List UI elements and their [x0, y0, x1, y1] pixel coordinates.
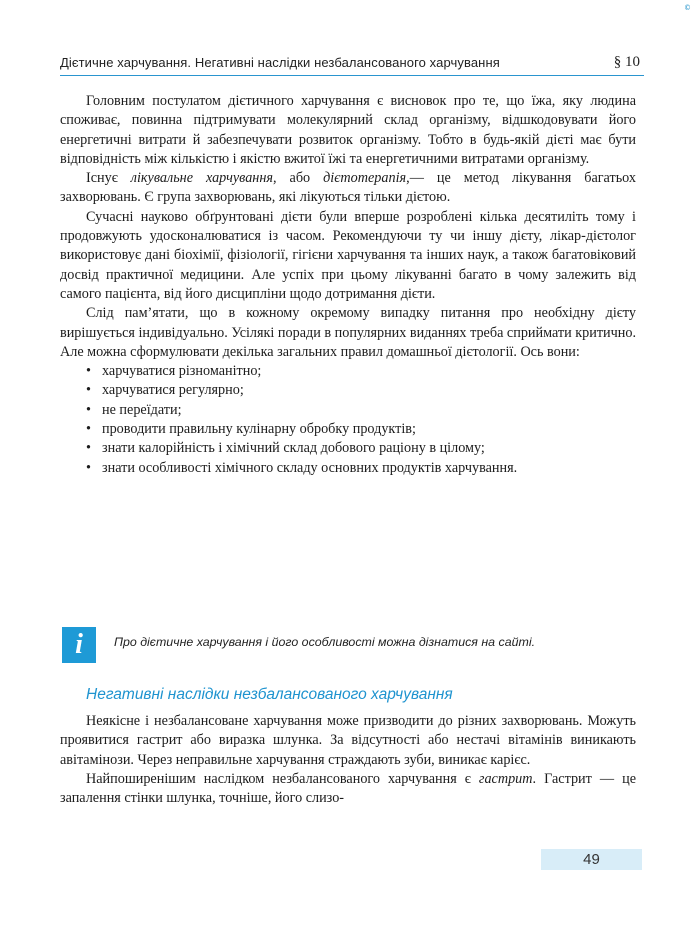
bullet-icon: •	[86, 421, 91, 438]
term-therapeutic-nutrition: лікувальне харчування	[130, 170, 273, 187]
term-diet-therapy: дієтотерапія	[323, 170, 407, 187]
section-2-body-text	[60, 712, 636, 808]
header-section-number: § 10	[613, 54, 640, 70]
paragraph-1: Головним постулатом дієтичного харчування є висновок про те, що їжа, яку людина споживає, повинна підтримувати молекулярний склад організму, відшкодовувати його енергетичні витрати й забезпечувати розвиток організму. Тобто в будь-якій дієті має бути відповідність між кількістю і якістю вжитої їжі та енергетичними витратами організму.	[60, 93, 636, 167]
paragraph-3: Сучасні науково обґрунтовані дієти були вперше розроблені кілька десятиліть тому і продовжують удосконалюватися із часом. Рекомендуючи ту чи іншу дієту, лікар-дієтолог використовує дані біохімії, фізіології, гігієни харчування та інших наук, а також багатовіковий досвід практичної медицини. Але успіх при цьому лікуванні багато в чому залежить від самого пацієнта, від його дисципліни щодо дотримання дієти.	[60, 208, 636, 302]
page-number: 49	[541, 849, 642, 870]
info-note-text: Про дієтичне харчування і його особливості можна дізнатися на сайті.	[114, 635, 536, 649]
list-item-text: проводити правильну кулінарну обробку продуктів;	[102, 421, 416, 438]
paragraph-4: Слід пам’ятати, що в кожному окремому випадку питання про необхідну дієту вирішується індивідуально. Усілякі поради в популярних виданнях треба сприймати критично. Але можна сформулювати декілька загальних правил домашньої дієтології. Ось вони:	[60, 305, 636, 360]
info-icon: i	[62, 627, 96, 663]
info-note	[62, 627, 622, 663]
section-2-paragraph-1: Неякісне і незбалансоване харчування може призводити до різних захворювань. Можуть проявитися гастрит або виразка шлунка. За відсутності або нестачі вітамінів виникають авітамінози. Через неправильне харчування страждають зуби, виникає карієс.	[60, 713, 636, 768]
paragraph-2-start: Існує	[86, 170, 131, 187]
paragraph-2	[60, 169, 636, 208]
paragraph-2-middle: , або	[272, 170, 324, 187]
list-item	[84, 420, 636, 439]
list-item	[84, 362, 636, 381]
corner-logo-mark: ©	[684, 4, 691, 12]
list-item-text: знати калорійність і хімічний склад добового раціону в цілому;	[102, 440, 485, 457]
section-2-paragraph-2	[60, 770, 636, 809]
list-item-text: харчуватися різноманітно;	[102, 363, 262, 380]
paragraph-2-end: ,— це метод лікування багатьох захворювань. Є група захворювань, які лікуються тільки дієтою.	[60, 170, 636, 206]
bullet-icon: •	[86, 440, 91, 457]
list-item	[84, 459, 636, 478]
header-title: Дієтичне харчування. Негативні наслідки незбалансованого харчування	[60, 55, 500, 70]
diet-rules-list	[60, 362, 636, 478]
list-item-text: знати особливості хімічного складу основних продуктів харчування.	[102, 459, 518, 476]
list-item-text: не переїдати;	[102, 401, 182, 418]
section-2-paragraph-2-end: . Гастрит — це запалення стінки шлунка, точніше, його слизо-	[60, 770, 637, 807]
bullet-icon: •	[86, 382, 91, 399]
list-item	[84, 439, 636, 458]
section-2-paragraph-2-start: Найпоширенішим наслідком незбалансованого харчування є	[86, 770, 479, 787]
term-gastritis: гастрит	[478, 770, 533, 787]
bullet-icon: •	[86, 363, 91, 380]
list-item	[84, 401, 636, 420]
section-subheading: Негативні наслідки незбалансованого харчування	[86, 686, 453, 703]
bullet-icon: •	[86, 401, 91, 418]
bullet-icon: •	[86, 459, 91, 476]
list-item-text: харчуватися регулярно;	[102, 382, 244, 399]
main-body-text	[60, 92, 636, 478]
running-header	[60, 51, 644, 76]
list-item	[84, 381, 636, 400]
